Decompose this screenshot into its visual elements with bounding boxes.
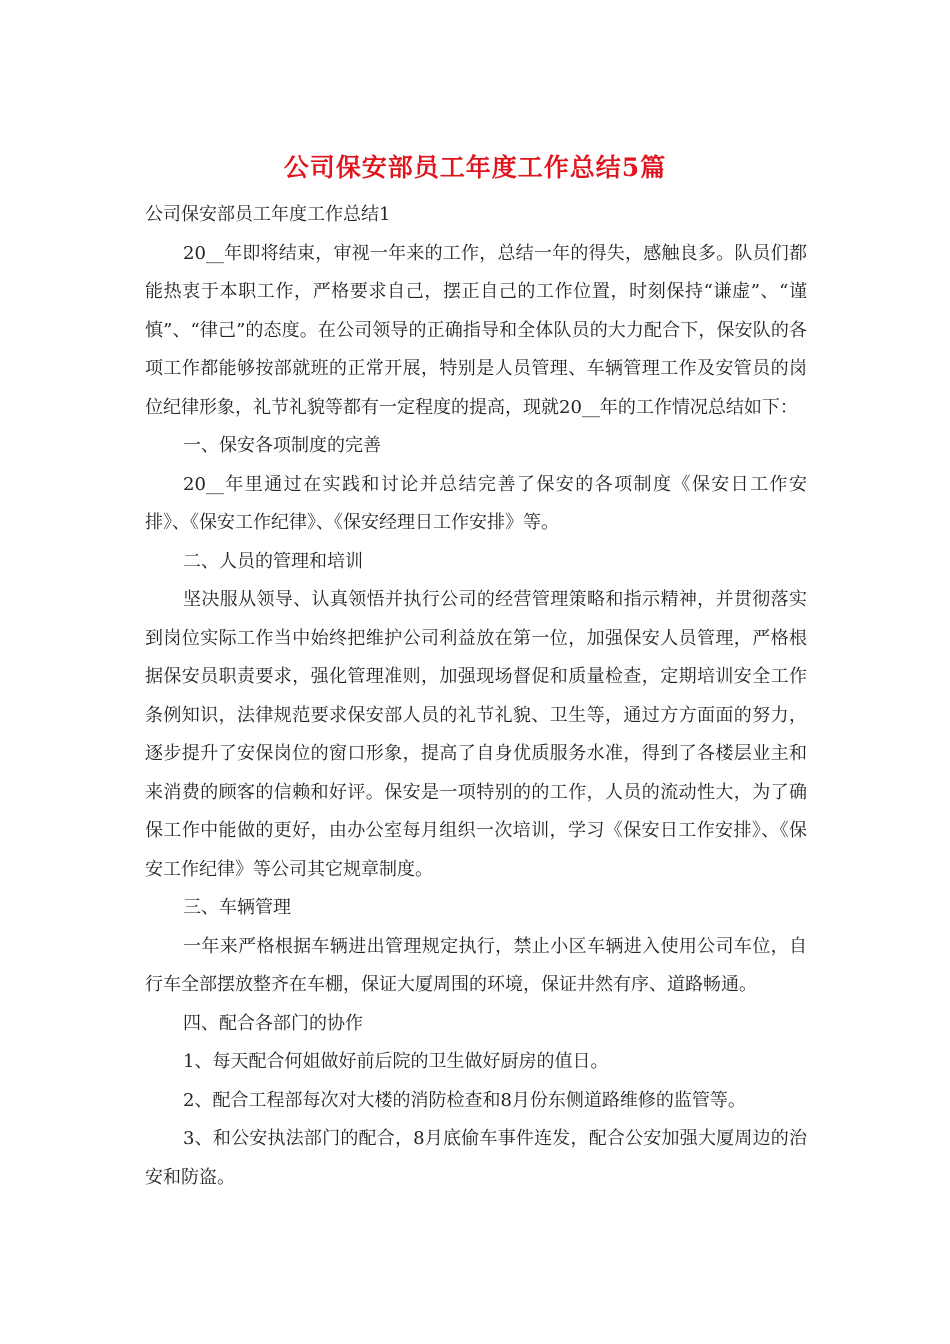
list-item: 3、和公安执法部门的配合，8月底偷车事件连发，配合公安加强大厦周边的治安和防盗。	[145, 1128, 807, 1188]
document-title: 公司保安部员工年度工作总结5篇	[283, 153, 667, 182]
paragraph-section-1: 20__年里通过在实践和讨论并总结完善了保安的各项制度《保安日工作安排》、《保安工作纪律》、《保安经理日工作安排》等。	[145, 473, 807, 533]
list-item: 2、配合工程部每次对大楼的消防检查和8月份东侧道路维修的监管等。	[183, 1089, 746, 1111]
section-subtitle: 公司保安部员工年度工作总结1	[145, 204, 391, 225]
list-item: 1、每天配合何姐做好前后院的卫生做好厨房的值日。	[183, 1051, 609, 1072]
paragraph-section-3: 一年来严格根据车辆进出管理规定执行，禁止小区车辆进入使用公司车位，自行车全部摆放整齐在车棚，保证大厦周围的环境，保证井然有序、道路畅通。	[145, 935, 807, 995]
heading-section-4: 四、配合各部门的协作	[183, 1012, 363, 1034]
paragraph-section-2: 坚决服从领导、认真领悟并执行公司的经营管理策略和指示精神，并贯彻落实到岗位实际工作当中始终把维护公司利益放在第一位，加强保安人员管理，严格根据保安员职责要求，强化管理准则，加强现场督促和质量检查，定期培训安全工作条例知识，法律规范要求保安部人员的礼节礼貌、卫生等，通过方方面面的努力，逐步提升了安保岗位的窗口形象，提高了自身优质服务水准，得到了各楼层业主和来消费的顾客的信赖和好评。保安是一项特别的的工作，人员的流动性大，为了确保工作中能做的更好，由办公室每月组织一次培训，学习《保安日工作安排》、《保安工作纪律》等公司其它规章制度。	[145, 589, 807, 880]
heading-section-2: 二、人员的管理和培训	[183, 550, 363, 572]
document-body	[145, 196, 807, 1197]
heading-section-3: 三、车辆管理	[183, 897, 291, 918]
heading-section-1: 一、保安各项制度的完善	[183, 435, 381, 456]
paragraph-intro: 20__年即将结束，审视一年来的工作，总结一年的得失，感触良多。队员们都能热衷于本职工作，严格要求自己，摆正自己的工作位置，时刻保持“谦虚”、“谨慎”、“律己”的态度。在公司领导的正确指导和全体队员的大力配合下，保安队的各项工作都能够按部就班的正常开展，特别是人员管理、车辆管理工作及安管员的岗位纪律形象，礼节礼貌等都有一定程度的提高，现就20__年的工作情况总结如下：	[145, 242, 807, 418]
